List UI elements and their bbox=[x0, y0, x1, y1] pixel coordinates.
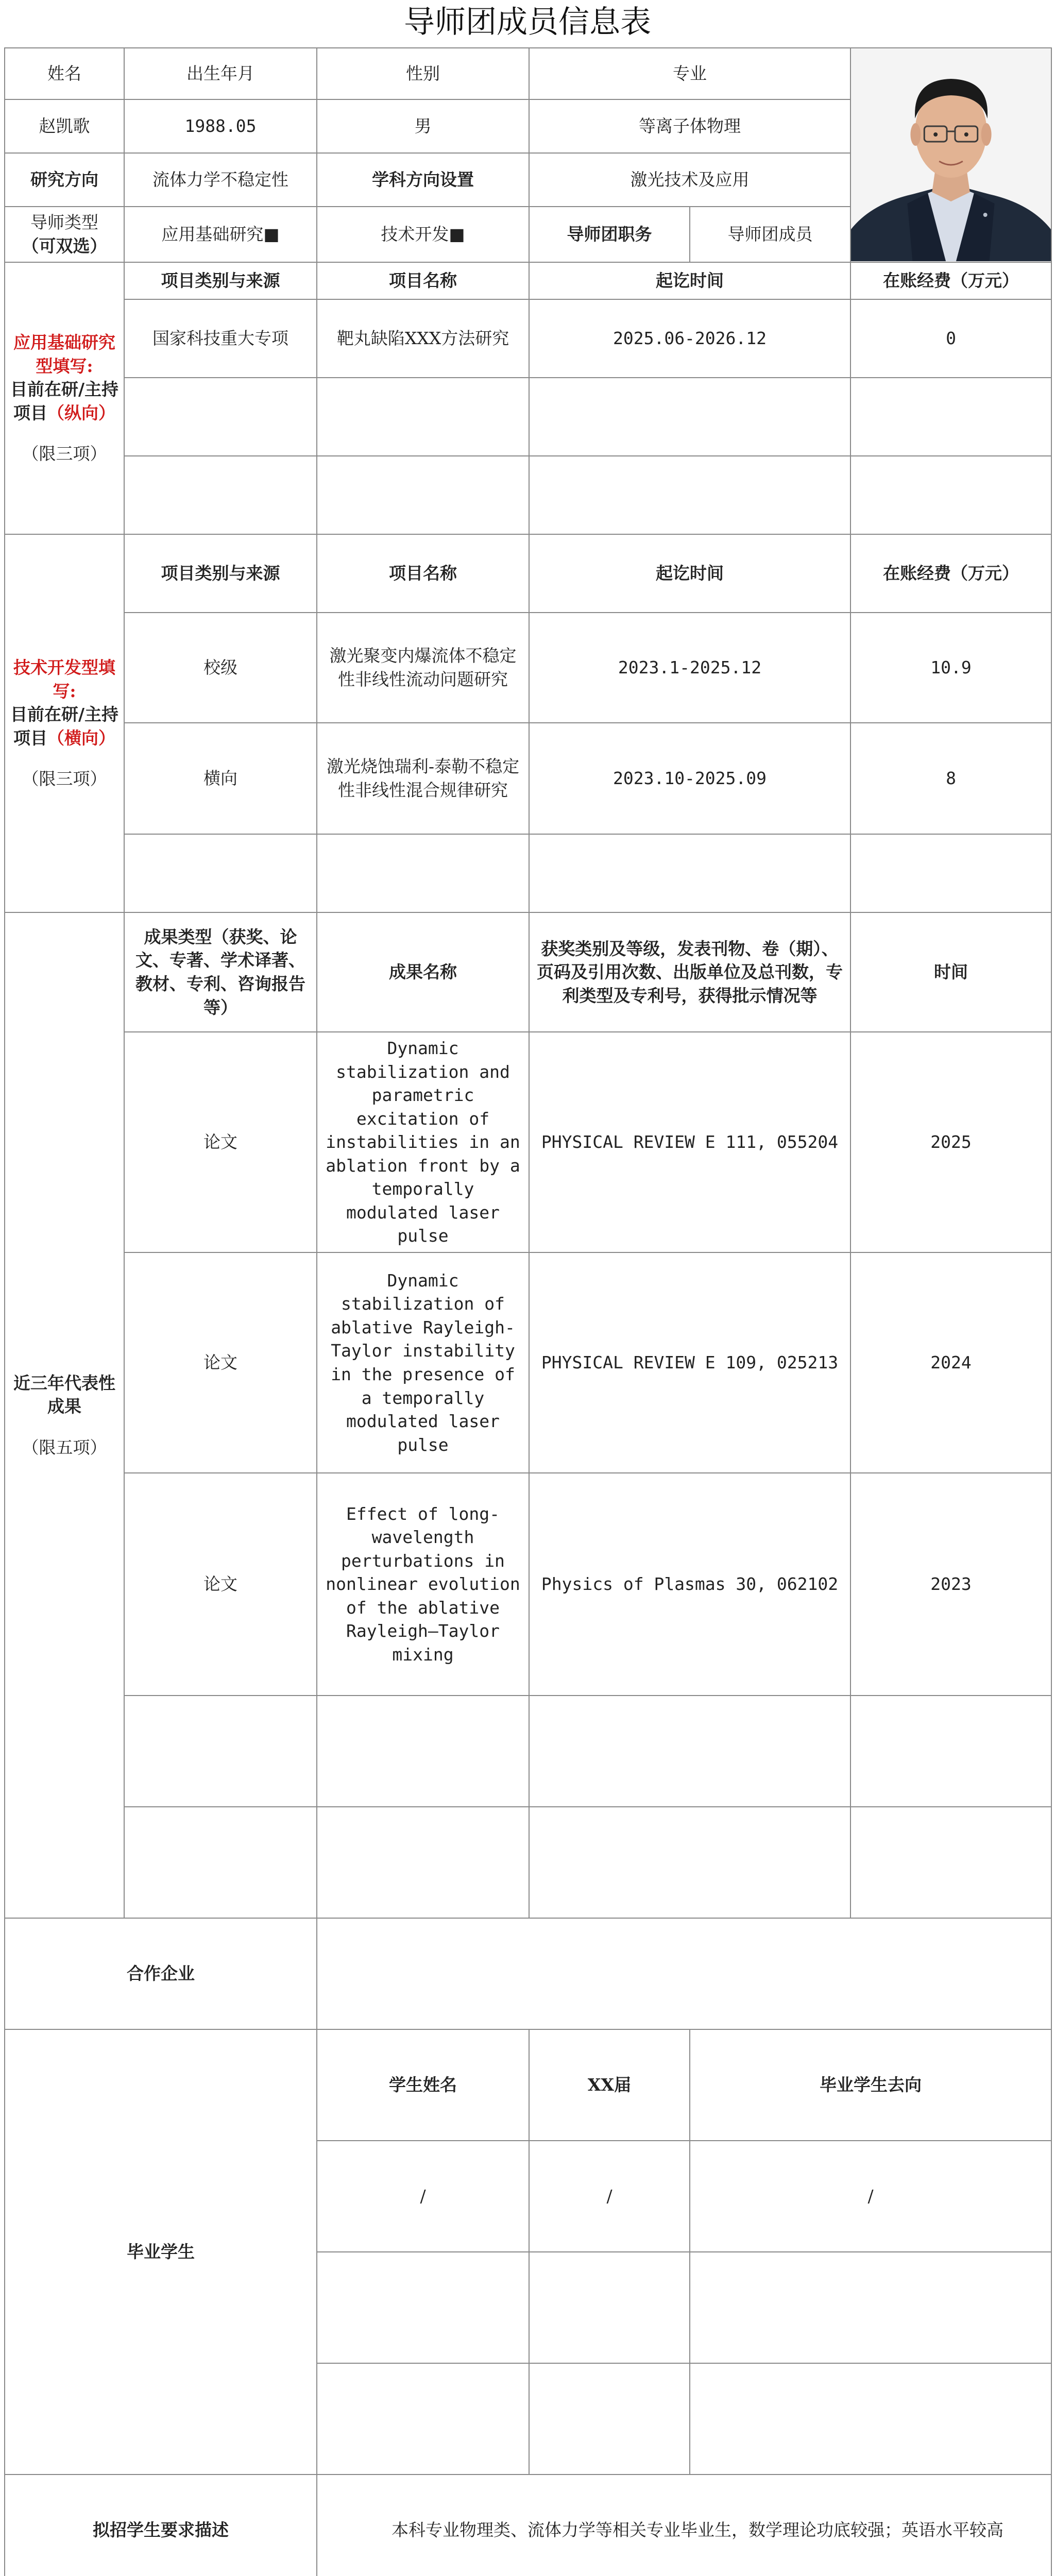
position-label: 导师团职务 bbox=[529, 207, 690, 262]
basic-research-label-2: 目前在研/主持项目 bbox=[10, 379, 119, 423]
major-label: 专业 bbox=[529, 48, 850, 99]
empty-cell bbox=[529, 1807, 850, 1918]
type-option-basic: 应用基础研究■ bbox=[124, 207, 317, 262]
empty-cell bbox=[850, 456, 1051, 534]
basic-research-limit: （限三项） bbox=[22, 444, 107, 464]
td-row-funding: 10.9 bbox=[850, 613, 1051, 723]
table-row bbox=[5, 1807, 1051, 1918]
mentor-type-label-line1: 导师类型 bbox=[30, 212, 98, 233]
cooperation-value bbox=[317, 1918, 1051, 2029]
table-row bbox=[5, 456, 1051, 534]
tech-dev-limit: （限三项） bbox=[22, 769, 107, 789]
basic-research-label-1: 应用基础研究型填写: bbox=[13, 332, 115, 376]
br-row-period: 2025.06-2026.12 bbox=[529, 299, 850, 378]
empty-cell bbox=[850, 378, 1051, 456]
requirements-text: 本科专业物理类、流体力学等相关专业毕业生，数学理论功底较强；英语水平较高 bbox=[317, 2475, 1051, 2576]
ach-row-detail: Physics of Plasmas 30, 062102 bbox=[529, 1473, 850, 1696]
table-row bbox=[5, 378, 1051, 456]
table-row bbox=[5, 613, 1051, 723]
table-row bbox=[5, 1696, 1051, 1807]
major-value: 等离子体物理 bbox=[529, 99, 850, 153]
empty-cell bbox=[850, 1696, 1051, 1807]
td-row-category: 横向 bbox=[124, 723, 317, 834]
name-label: 姓名 bbox=[5, 48, 124, 99]
tech-dev-label bbox=[5, 534, 124, 912]
basic-header-row bbox=[5, 48, 1051, 99]
photo-cell bbox=[850, 48, 1051, 262]
br-header-period: 起讫时间 bbox=[529, 262, 850, 299]
tech-dev-label-1: 技术开发型填写: bbox=[13, 657, 115, 701]
empty-cell bbox=[317, 456, 529, 534]
achievements-limit: （限五项） bbox=[22, 1437, 107, 1458]
mentor-info-table bbox=[4, 47, 1052, 2576]
table-row bbox=[5, 1032, 1051, 1252]
ach-row-type: 论文 bbox=[124, 1032, 317, 1252]
profile-photo bbox=[851, 49, 1051, 261]
basic-research-label bbox=[5, 262, 124, 534]
table-row bbox=[5, 723, 1051, 834]
empty-cell bbox=[124, 1807, 317, 1918]
empty-cell bbox=[690, 2252, 1051, 2363]
birth-value: 1988.05 bbox=[124, 99, 317, 153]
basic-research-label-3: （纵向） bbox=[47, 402, 115, 423]
ach-header-time: 时间 bbox=[850, 912, 1051, 1032]
basic-research-header-row bbox=[5, 262, 1051, 299]
type-option-tech: 技术开发■ bbox=[317, 207, 529, 262]
name-value: 赵凯歌 bbox=[5, 99, 124, 153]
gender-value: 男 bbox=[317, 99, 529, 153]
empty-cell bbox=[124, 456, 317, 534]
td-row-period: 2023.10-2025.09 bbox=[529, 723, 850, 834]
td-row-name: 激光聚变内爆流体不稳定性非线性流动问题研究 bbox=[317, 613, 529, 723]
ach-row-time: 2023 bbox=[850, 1473, 1051, 1696]
td-row-name: 激光烧蚀瑞利-泰勒不稳定性非线性混合规律研究 bbox=[317, 723, 529, 834]
br-row-category: 国家科技重大专项 bbox=[124, 299, 317, 378]
table-row bbox=[5, 834, 1051, 912]
birth-label: 出生年月 bbox=[124, 48, 317, 99]
tech-dev-label-3: （横向） bbox=[47, 727, 115, 748]
page-title: 导师团成员信息表 bbox=[404, 4, 651, 40]
achievements-label bbox=[5, 912, 124, 1918]
grad-row-destination: / bbox=[690, 2141, 1051, 2252]
requirements-row bbox=[5, 2475, 1051, 2576]
ach-row-name: Dynamic stabilization and parametric excitation of instabilities in an ablation front by a temporally modulated laser pulse bbox=[317, 1032, 529, 1252]
td-header-period: 起讫时间 bbox=[529, 534, 850, 613]
discipline-label: 学科方向设置 bbox=[317, 153, 529, 207]
mentor-type-label-line2: （可双选） bbox=[22, 236, 107, 256]
grad-row-name: / bbox=[317, 2141, 529, 2252]
empty-cell bbox=[850, 1807, 1051, 1918]
ach-row-name: Dynamic stabilization of ablative Rayleigh-Taylor instability in the presence of a temporally modulated laser pulse bbox=[317, 1252, 529, 1473]
empty-cell bbox=[850, 834, 1051, 912]
empty-cell bbox=[529, 834, 850, 912]
ach-row-name: Effect of long-wavelength perturbations in nonlinear evolution of the ablative Rayleigh–Taylor mixing bbox=[317, 1473, 529, 1696]
table-row bbox=[5, 1252, 1051, 1473]
research-value: 流体力学不稳定性 bbox=[124, 153, 317, 207]
empty-cell bbox=[529, 2252, 690, 2363]
grad-row-class: / bbox=[529, 2141, 690, 2252]
td-header-category: 项目类别与来源 bbox=[124, 534, 317, 613]
td-row-period: 2023.1-2025.12 bbox=[529, 613, 850, 723]
tech-dev-label-2: 目前在研/主持项目 bbox=[10, 704, 119, 748]
discipline-value: 激光技术及应用 bbox=[529, 153, 850, 207]
empty-cell bbox=[317, 378, 529, 456]
empty-cell bbox=[317, 1807, 529, 1918]
br-row-name: 靶丸缺陷XXX方法研究 bbox=[317, 299, 529, 378]
td-row-category: 校级 bbox=[124, 613, 317, 723]
position-value: 导师团成员 bbox=[690, 207, 850, 262]
empty-cell bbox=[529, 1696, 850, 1807]
empty-cell bbox=[124, 834, 317, 912]
empty-cell bbox=[124, 1696, 317, 1807]
ach-header-detail: 获奖类别及等级，发表刊物、卷（期）、页码及引用次数、出版单位及总刊数，专利类型及专利号，获得批示情况等 bbox=[529, 912, 850, 1032]
empty-cell bbox=[317, 2363, 529, 2475]
mentor-type-label bbox=[5, 207, 124, 262]
ach-header-type: 成果类型（获奖、论文、专著、学术译著、教材、专利、咨询报告等） bbox=[124, 912, 317, 1032]
table-row bbox=[5, 299, 1051, 378]
empty-cell bbox=[124, 378, 317, 456]
grad-header-class: XX届 bbox=[529, 2029, 690, 2141]
br-header-funding: 在账经费（万元） bbox=[850, 262, 1051, 299]
ach-row-detail: PHYSICAL REVIEW E 109, 025213 bbox=[529, 1252, 850, 1473]
tech-dev-header-row bbox=[5, 534, 1051, 613]
cooperation-label: 合作企业 bbox=[5, 1918, 317, 2029]
requirements-label: 拟招学生要求描述 bbox=[5, 2475, 317, 2576]
empty-cell bbox=[529, 456, 850, 534]
td-header-funding: 在账经费（万元） bbox=[850, 534, 1051, 613]
br-header-name: 项目名称 bbox=[317, 262, 529, 299]
ach-row-type: 论文 bbox=[124, 1252, 317, 1473]
cooperation-row bbox=[5, 1918, 1051, 2029]
graduates-label: 毕业学生 bbox=[5, 2029, 317, 2475]
research-label: 研究方向 bbox=[5, 153, 124, 207]
empty-cell bbox=[317, 1696, 529, 1807]
achievements-label-text: 近三年代表性成果 bbox=[13, 1372, 115, 1417]
grad-header-destination: 毕业学生去向 bbox=[690, 2029, 1051, 2141]
table-row bbox=[5, 1473, 1051, 1696]
ach-row-time: 2024 bbox=[850, 1252, 1051, 1473]
br-row-funding: 0 bbox=[850, 299, 1051, 378]
td-row-funding: 8 bbox=[850, 723, 1051, 834]
empty-cell bbox=[529, 378, 850, 456]
td-header-name: 项目名称 bbox=[317, 534, 529, 613]
empty-cell bbox=[529, 2363, 690, 2475]
empty-cell bbox=[317, 834, 529, 912]
br-header-category: 项目类别与来源 bbox=[124, 262, 317, 299]
ach-row-detail: PHYSICAL REVIEW E 111, 055204 bbox=[529, 1032, 850, 1252]
gender-label: 性别 bbox=[317, 48, 529, 99]
grad-header-name: 学生姓名 bbox=[317, 2029, 529, 2141]
achievements-header-row bbox=[5, 912, 1051, 1032]
empty-cell bbox=[690, 2363, 1051, 2475]
empty-cell bbox=[317, 2252, 529, 2363]
ach-row-type: 论文 bbox=[124, 1473, 317, 1696]
ach-row-time: 2025 bbox=[850, 1032, 1051, 1252]
graduates-header-row bbox=[5, 2029, 1051, 2141]
ach-header-name: 成果名称 bbox=[317, 912, 529, 1032]
